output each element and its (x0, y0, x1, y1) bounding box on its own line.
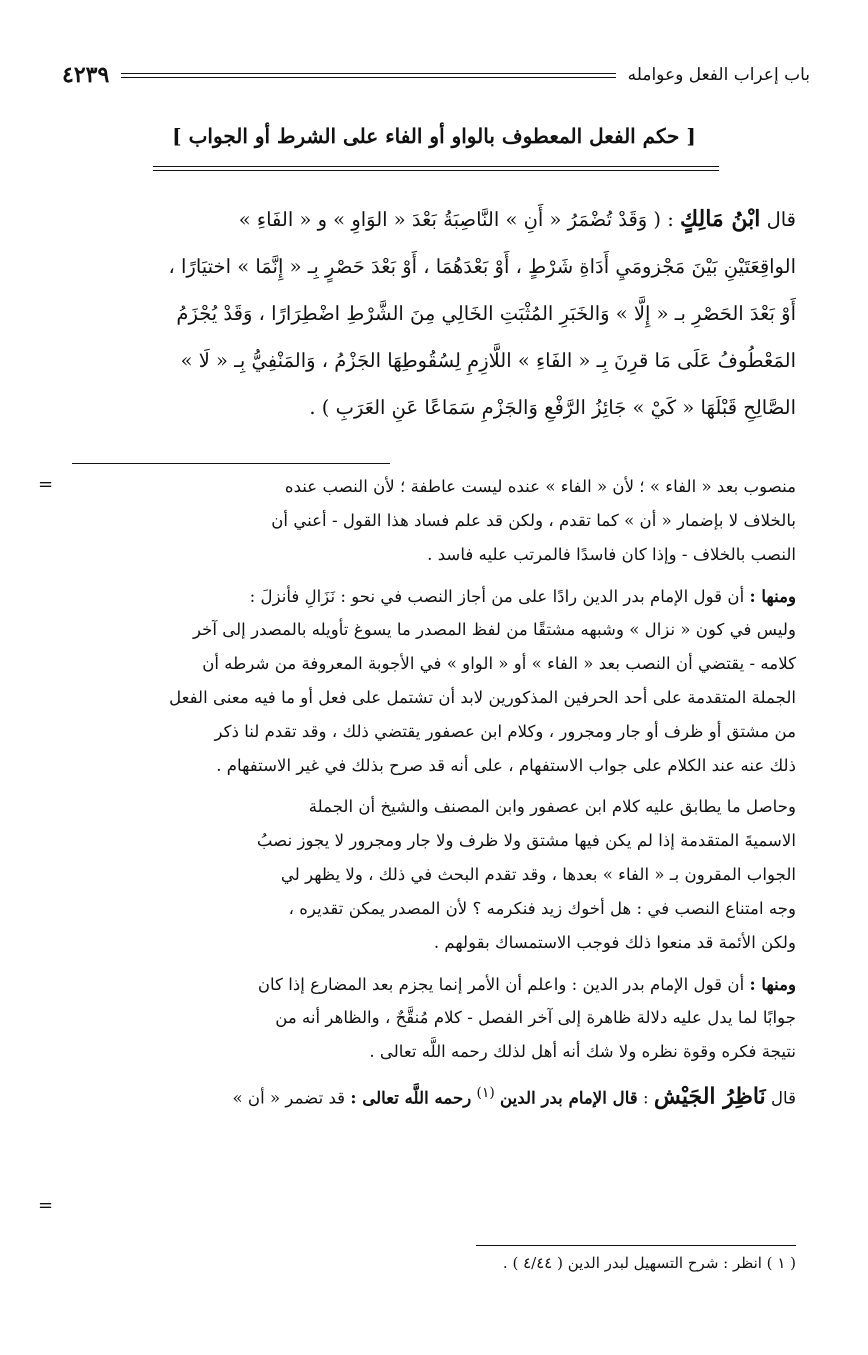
text-line: كلامه - يقتضي أن النصب بعد « الفاء » أو « الواو » في الأجوبة المعروفة من شرطه أن (202, 654, 796, 673)
quoted-author: قال الإمام بدر الدين (500, 1087, 638, 1108)
paragraph (70, 1076, 796, 1110)
section-title: [ حكم الفعل المعطوف بالواو أو الفاء على الشرط أو الجواب ] (172, 124, 696, 148)
text-line: وجه امتناع النصب في : هل أخوك زيد فنكرمه ؟ لأن المصدر يمكن تقديره ، (288, 899, 796, 918)
paragraph-lead: ومنها : (749, 586, 796, 606)
text-line: منصوب بعد « الفاء » ؛ لأن « الفاء » عنده ليست عاطفة ؛ لأن النصب عنده (284, 477, 796, 496)
matn-intro: قال (766, 208, 796, 231)
continuation-mark: = (38, 474, 54, 495)
matn-line: الصَّالِحِ قَبْلَهَا « كَيْ » جَائِزُ الرَّفْعِ وَالجَزْمِ سَمَاعًا عَنِ العَرَبِ ) . (309, 396, 796, 419)
matn-line (70, 196, 796, 243)
text-line: النصب بالخلاف - وإذا كان فاسدًا فالمرتب عليه فاسد . (427, 545, 796, 564)
text-line: جوابًا لما يدل عليه دلالة ظاهرة إلى آخر الفصل - كلام مُنقَّحٌ ، والظاهر أنه من (275, 1008, 796, 1027)
text-line-body: أن قول الإمام بدر الدين رادًا على من أجاز النصب في نحو : نَزَالِ فأنزلَ : (249, 587, 745, 606)
matn-line-text: : ( وَقَدْ تُضْمَرُ « أَنِ » النَّاصِبَةُ بَعْدَ « الوَاوِ » و « الفَاءِ » (238, 208, 674, 231)
text-line: الاسميةَ المتقدمة إذا لم يكن فيها مشتق ولا ظرف ولا جار ومجرور لا يجوز نصبُ (256, 831, 796, 850)
paragraph-lead: ومنها : (749, 974, 796, 994)
matn-line: أَوْ بَعْدَ الحَصْرِ بـ « إِلَّا » وَالخَبَرِ المُثْبَتِ الخَالِي مِنَ الشَّرْطِ اضْطِرَارًا ، وَقَدْ يُجْزَمُ (176, 302, 796, 325)
commentary-author: نَاظِرُ الجَيْشِ (653, 1083, 766, 1110)
text-line: بالخلاف لا بإضمار « أن » كما تقدم ، ولكن قد علم فساد هذا القول - أعني أن (271, 511, 796, 530)
matn-text (70, 196, 796, 431)
text-line: ذلك عنه عند الكلام على جواب الاستفهام ، على أنه قد صرح بذلك في غير الاستفهام . (216, 756, 796, 775)
text-line: ولكن الأئمة قد منعوا ذلك فوجب الاستمساك بقولهم . (433, 933, 796, 952)
text-line: نتيجة فكره وقوة نظره ولا شك أنه أهل لذلك رحمه اللَّه تعالى . (369, 1042, 796, 1061)
matn-author: ابْنُ مَالِكٍ (679, 206, 761, 232)
commentary-intro: قال (770, 1088, 796, 1108)
commentary-text (70, 470, 796, 1117)
matn-line: الواقِعَتَيْنِ بَيْنَ مَجْزومَيِ أَدَاةِ شَرْطٍ ، أَوْ بَعْدَهُمَا ، أَوْ بَعْدَ حَصْرٍ بِـ « إِنَّمَا » اختيَارًا ، (168, 255, 796, 278)
continuation-mark-bottom: = (38, 1195, 54, 1216)
footnote-divider (476, 1245, 796, 1246)
text-line: من مشتق أو ظرف أو جار ومجرور ، وكلام ابن عصفور يقتضي ذلك ، وقد تقدم لنا ذكر (214, 722, 796, 741)
matn-line: المَعْطُوفُ عَلَى مَا قرِنَ بِـ « الفَاءِ » اللَّازِمِ لِسُقُوطِهَا الجَزْمُ ، وَالمَنْفِيُّ بِـ « لَا » (180, 349, 796, 372)
paragraph (70, 579, 796, 783)
running-header (62, 58, 810, 92)
footnote-reference[interactable]: (١) (476, 1085, 495, 1101)
text-line (70, 579, 796, 613)
paragraph (70, 790, 796, 960)
blessing: رحمه اللَّه تعالى : (350, 1087, 472, 1108)
section-double-rule (153, 166, 719, 176)
running-header-title: باب إعراب الفعل وعوامله (627, 65, 810, 85)
footnote: ( ١ ) انظر : شرح التسهيل لبدر الدين ( ٤/٤٤ ) . (502, 1254, 796, 1272)
text-line: الجواب المقرون بـ « الفاء » بعدها ، وقد تقدم البحث في ذلك ، ولا يظهر لي (280, 865, 796, 884)
text-line: وحاصل ما يطابق عليه كلام ابن عصفور وابن المصنف والشيخ أن الجملة (308, 797, 796, 816)
matn-divider (72, 463, 390, 464)
paragraph (70, 470, 796, 572)
text-line-body: أن قول الإمام بدر الدين : واعلم أن الأمر إنما يجزم بعد المضارع إذا كان (257, 975, 745, 994)
text-line-body: قد تضمر « أن » (232, 1088, 346, 1108)
text-line: وليس في كون « نزال » وشبهه مشتقًا من لفظ المصدر ما يسوغ تأويله بالمصدر إلى آخر (193, 620, 796, 639)
header-rule (121, 73, 615, 78)
page-number: ٤٢٣٩ (62, 62, 110, 88)
text-line: الجملة المتقدمة على أحد الحرفين المذكورين لابد أن تشتمل على فعل أو ما فيه معنى الفعل (169, 688, 796, 707)
text-line (70, 967, 796, 1001)
text-line (70, 1076, 796, 1110)
separator: : (637, 1088, 654, 1108)
paragraph (70, 967, 796, 1069)
